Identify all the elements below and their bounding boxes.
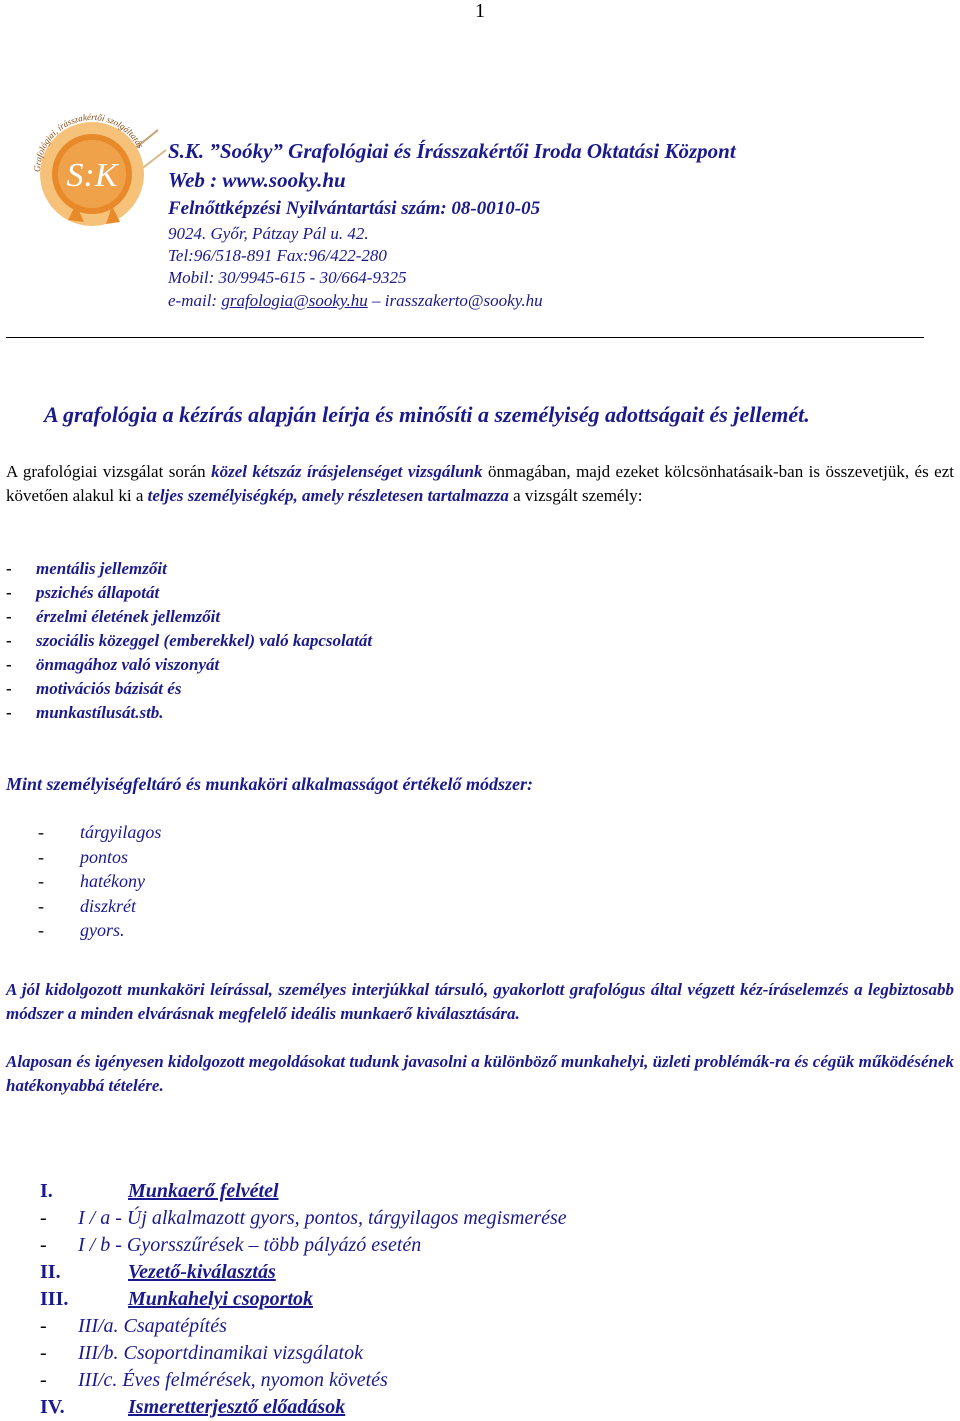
email-prefix: e-mail: [168,291,222,310]
letterhead-phone-fax: Tel:96/518-891 Fax:96/422-280 [168,246,387,265]
services-list [40,1178,567,1421]
list-item: - érzelmi életének jellemzőit [6,607,221,626]
company-logo [18,100,170,240]
list-item: - önmagához való viszonyát [6,655,220,674]
list-item: - pontos [38,846,129,867]
intro-paragraph [6,460,954,508]
email-separator: – [367,291,385,310]
service-2-label: Vezető-kiválasztás [128,1261,276,1283]
letterhead-web[interactable]: Web : www.sooky.hu [168,168,346,192]
list-item: - tárgyilagos [38,822,162,842]
service-3: III. Munkahelyi csoportok [40,1286,567,1313]
service-4: IV. Ismeretterjesztő előadások [40,1394,567,1421]
selection-paragraph: A jól kidolgozott munkaköri leírással, személyes interjúkkal társuló, gyakorlott grafológus által végzett kéz-íráselemzés a legbiztosabb módszer a minden elvárásnak megfelelő ideális munkaerő kiválasztására. [6,980,954,1023]
solutions-paragraph: Alaposan és igényesen kidolgozott megoldásokat tudunk javasolni a különböző munkahelyi, üzleti problémák-ra és cégük működésének hatékonyabbá tételére. [6,1052,954,1095]
list-item: - gyors. [38,920,125,940]
email-link-grafologia[interactable]: grafologia@sooky.hu [221,291,368,310]
service-1: I. Munkaerő felvétel [40,1178,567,1205]
service-4-label: Ismeretterjesztő előadások [128,1396,346,1418]
intro-emphasis-1: közel kétszáz írásjelenséget vizsgálunk [211,462,483,481]
method-qualities-list [38,820,161,943]
service-2: II. Vezető-kiválasztás [40,1259,567,1286]
method-heading: Mint személyiségfeltáró és munkaköri alkalmasságot értékelő módszer: [6,774,533,794]
logo-arc-text: Grafológiai, írásszakértői szolgáltatás [31,111,146,173]
service-3a: - III/a. Csapatépítés [40,1315,227,1337]
service-3-label: Munkahelyi csoportok [128,1288,314,1310]
list-item: - pszichés állapotát [6,583,160,602]
list-item: - szociális közeggel (emberekkel) való kapcsolatát [6,631,373,650]
service-1a: - I / a - Új alkalmazott gyors, pontos, tárgyilagos megismerése [40,1207,567,1229]
letterhead-address: 9024. Győr, Pátzay Pál u. 42. [168,224,369,243]
letterhead-title: S.K. ”Soóky” Grafológiai és Írásszakértői Iroda Oktatási Központ [168,139,736,163]
service-1-label: Munkaerő felvétel [128,1180,279,1202]
intro-emphasis-2: teljes személyiségkép, amely részletesen tartalmazza [147,486,509,505]
letterhead-email [168,291,543,311]
letterhead-registration: Felnőttképzési Nyilvántartási szám: 08-0010-05 [168,198,541,219]
service-3b: - III/b. Csoportdinamikai vizsgálatok [40,1342,363,1364]
service-1b: - I / b - Gyorsszűrések – több pályázó esetén [40,1234,422,1256]
intro-text-3: a vizsgált személy: [508,486,643,505]
document-headline: A grafológia a kézírás alapján leírja és minősíti a személyiség adottságait és jellemét. [44,402,810,427]
list-item: - motivációs bázisát és [6,679,182,698]
email-link-irasszakerto[interactable]: irasszakerto@sooky.hu [384,291,543,310]
intro-text-2: önmagában, majd ezeket kölcsönhatásaik-ban is összevetjük, és ezt követően alakul ki a [6,462,954,505]
logo-monogram: S:K [66,157,118,194]
page-number: 1 [475,0,485,22]
list-item: - mentális jellemzőit [6,559,167,578]
traits-list [6,557,372,725]
header-divider [6,337,924,338]
service-3c: - III/c. Éves felmérések, nyomon követés [40,1369,388,1391]
intro-text-1: A grafológiai vizsgálat során [6,462,212,481]
list-item: - diszkrét [38,895,136,916]
list-item: - hatékony [38,871,145,891]
letterhead-mobile: Mobil: 30/9945-615 - 30/664-9325 [168,268,407,287]
list-item: - munkastílusát.stb. [6,703,164,722]
